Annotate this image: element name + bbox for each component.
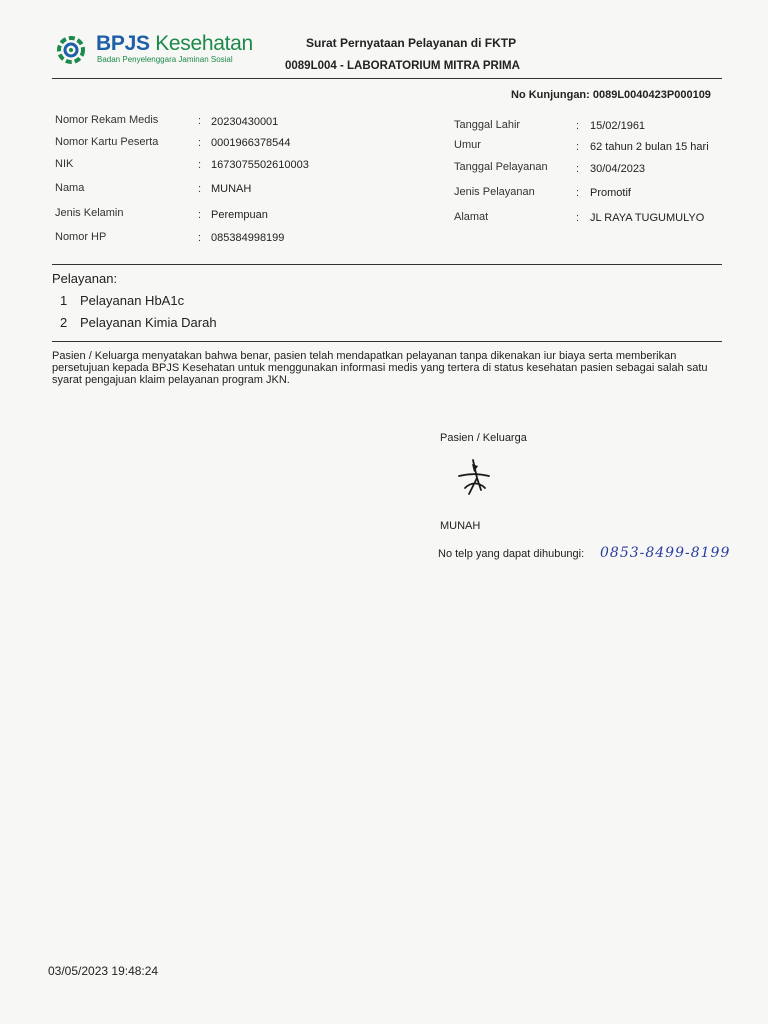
contact-phone-handwritten: 0853-8499-8199 — [600, 545, 731, 561]
label-birth-date: Tanggal Lahir — [454, 119, 521, 131]
service-number: 2 — [60, 315, 68, 330]
bpjs-logo-icon — [56, 35, 86, 65]
value-phone: 085384998199 — [211, 232, 285, 244]
label-age: Umur — [454, 139, 481, 151]
services-divider — [52, 341, 722, 342]
value-birth-date: 15/02/1961 — [590, 120, 646, 132]
printed-timestamp: 03/05/2023 19:48:24 — [48, 964, 159, 978]
logo-subtitle: Badan Penyelenggara Jaminan Sosial — [97, 55, 233, 64]
service-item: Pelayanan HbA1c — [80, 293, 185, 308]
document-title: Surat Pernyataan Pelayanan di FKTP — [306, 36, 517, 50]
value-nik: 1673075502610003 — [211, 159, 309, 171]
colon: : — [576, 187, 580, 199]
label-address: Alamat — [454, 211, 489, 223]
colon: : — [198, 115, 202, 127]
label-service-date: Tanggal Pelayanan — [454, 161, 548, 173]
colon: : — [576, 141, 580, 153]
label-medical-record: Nomor Rekam Medis — [55, 114, 159, 126]
colon: : — [198, 209, 202, 221]
colon: : — [198, 232, 202, 244]
colon: : — [576, 163, 580, 175]
visit-number: No Kunjungan: 0089L0040423P000109 — [511, 89, 711, 101]
label-card-number: Nomor Kartu Peserta — [55, 136, 159, 148]
contact-phone-label: No telp yang dapat dihubungi: — [438, 548, 585, 560]
provider-name: 0089L004 - LABORATORIUM MITRA PRIMA — [285, 60, 520, 72]
service-item: Pelayanan Kimia Darah — [80, 315, 217, 330]
signature-label: Pasien / Keluarga — [440, 432, 527, 444]
value-service-type: Promotif — [590, 187, 631, 199]
value-gender: Perempuan — [211, 209, 268, 221]
signature-image — [455, 458, 495, 500]
patient-divider — [52, 264, 722, 265]
value-medical-record: 20230430001 — [211, 116, 279, 128]
header-divider — [52, 78, 722, 79]
colon: : — [576, 212, 580, 224]
colon: : — [576, 120, 580, 132]
service-number: 1 — [60, 293, 68, 308]
colon: : — [198, 159, 202, 171]
signature-name: MUNAH — [440, 520, 481, 532]
label-service-type: Jenis Pelayanan — [454, 186, 535, 198]
value-age: 62 tahun 2 bulan 15 hari — [590, 141, 709, 153]
value-service-date: 30/04/2023 — [590, 163, 646, 175]
logo-brand: BPJS Kesehatan — [96, 32, 253, 55]
value-name: MUNAH — [211, 183, 252, 195]
colon: : — [198, 183, 202, 195]
services-title: Pelayanan: — [52, 271, 118, 286]
value-address: JL RAYA TUGUMULYO — [590, 212, 705, 224]
colon: : — [198, 137, 202, 149]
label-name: Nama — [55, 182, 85, 194]
label-phone: Nomor HP — [55, 231, 107, 243]
label-gender: Jenis Kelamin — [55, 207, 124, 219]
value-card-number: 0001966378544 — [211, 137, 291, 149]
label-nik: NIK — [55, 158, 74, 170]
statement-text: Pasien / Keluarga menyatakan bahwa benar, pasien telah mendapatkan pelayanan tanpa dikenakan iur biaya serta memberikan persetujuan kepada BPJS Kesehatan untuk menggunakan informasi medis yang tertera di status kesehatan pasien sebagai salah satu syarat pengajuan klaim pelayanan program JKN. — [52, 350, 708, 386]
